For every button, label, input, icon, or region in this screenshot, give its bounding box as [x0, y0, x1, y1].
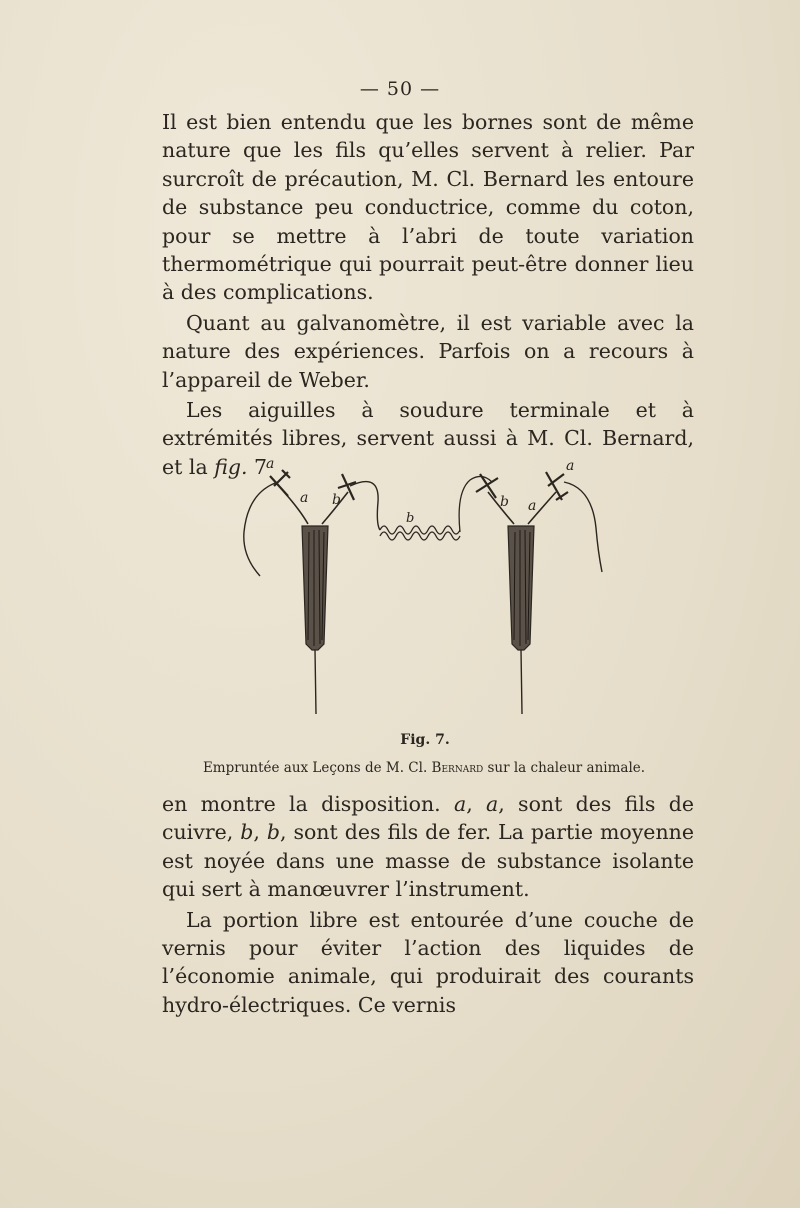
caption-lead: Empruntée aux Leçons de M. Cl. — [202, 760, 432, 776]
label-b-right: b — [500, 494, 509, 510]
disposition-t1: en montre la disposition. — [162, 792, 454, 816]
figure-caption — [0, 760, 800, 776]
fig-reference: fig. — [214, 454, 248, 479]
right-needle — [476, 472, 602, 714]
letter-a-1: a — [453, 792, 467, 816]
page-number: — 50 — — [359, 78, 441, 100]
disposition-t3: , sont des fils de cuivre, — [162, 792, 694, 845]
aiguilles-text: Les aiguilles à soudure terminale et à extrémités libres, servent aussi à M. Cl. Bernard, et la — [162, 398, 694, 479]
label-a-right: a — [528, 498, 537, 514]
disposition-t2: , — [466, 792, 487, 816]
paragraph-galvanometre: Quant au galvanomètre, il est variable avec la nature des expériences. Parfois on a recours à l’appareil de Weber. — [162, 310, 694, 392]
paragraph-bornes: Il est bien entendu que les bornes sont de même nature que les fils qu’elles servent à relier. Par surcroît de précaution, M. Cl. Bernard les entoure de substance peu conductrice, comme du coton, pour se mettre à l’abri de toute variation thermométrique qui pourrait peut-être donner lieu à des complications. — [162, 110, 694, 305]
label-b-left: b — [332, 492, 341, 508]
disposition-t5: , sont des fils de fer. La partie moyenne est noyée dans une masse de substance isolante qui sert à manœuvrer l’instrument. — [162, 820, 694, 902]
paragraph-vernis: La portion libre est entourée d’une couche de vernis pour éviter l’action des liquides de l’économie animale, qui produirait des courants hydro-électriques. Ce vernis — [162, 907, 694, 1017]
letter-a-2: a — [486, 792, 499, 816]
figure-label: Fig. 7. — [400, 732, 450, 748]
label-b-coil: b — [406, 511, 415, 526]
label-a-left-top: a — [266, 456, 275, 472]
figure-needles — [230, 452, 610, 724]
text-block-top — [162, 108, 694, 481]
label-a-right-top: a — [566, 458, 575, 474]
coil-spring — [380, 476, 492, 540]
caption-tail: sur la chaleur animale. — [483, 760, 646, 776]
label-a-left: a — [300, 490, 309, 506]
disposition-t4: , — [253, 820, 267, 845]
letter-b-2: b — [266, 820, 280, 845]
needles-illustration — [230, 452, 610, 724]
paragraph-disposition — [162, 790, 694, 904]
left-needle — [244, 470, 380, 714]
caption-author: Bernard — [431, 760, 484, 776]
fig-number: 7 — [247, 454, 268, 479]
letter-b-1: b — [240, 820, 254, 845]
text-block-bottom — [162, 790, 694, 1019]
